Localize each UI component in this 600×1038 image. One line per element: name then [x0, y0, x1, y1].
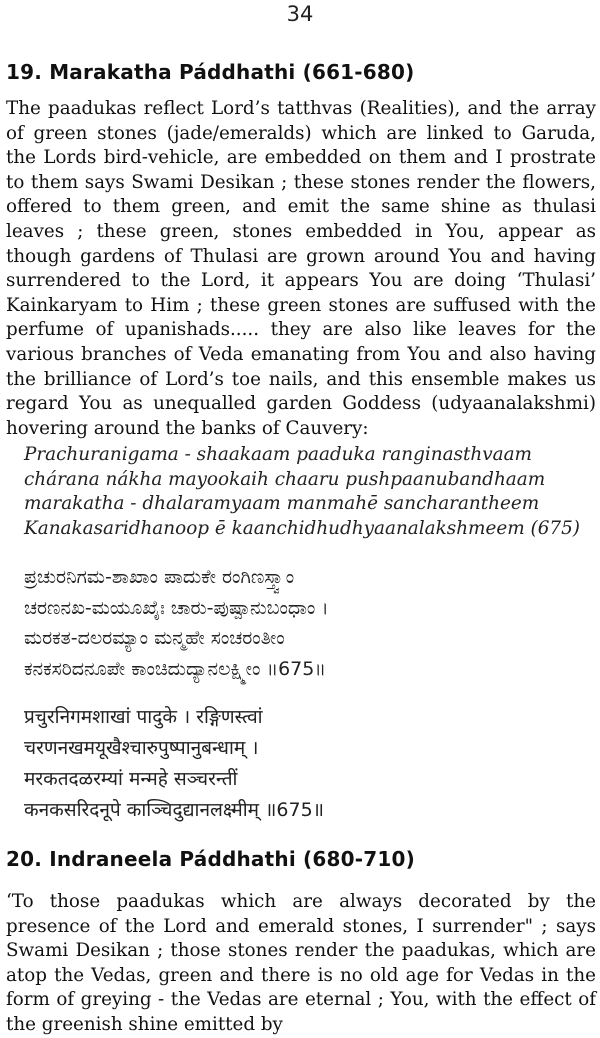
section-heading-19: 19. Marakatha Páddhathi (661-680): [6, 60, 415, 84]
verse-kannada-line: ಪ್ರಚುರನಿಗಮ-ಶಾಖಾಂ ಪಾದುಕೇ ರಂಗಿಣಸ್ತ್ವಾಂ: [24, 566, 295, 588]
section-heading-20: 20. Indraneela Páddhathi (680-710): [6, 847, 415, 871]
verse-kannada: [24, 562, 594, 684]
verse-kannada-line: ಮರಕತ-ದಲರಮ್ಯಾಂ ಮನ್ಮಹೇ ಸಂಚರಂತೀಂ: [24, 627, 285, 649]
verse-devanagari-line: कनकसरिदनूपे काञ्चिदुद्यानलक्ष्मीम् ॥675॥: [24, 799, 325, 821]
section-19-paragraph: The paadukas reflect Lord’s tatthvas (Realities), and the array of green stones (jade/emeralds) which are linked to Garuda, the Lords bird-vehicle, are embedded on them and I prostrate to them says Swami Desikan ; these stones render the flowers, offered to them green, and emit the same shine as thulasi leaves ; these green, stones embedded in You, appear as though gardens of Thulasi are grown around You and having surrendered to the Lord, it appears You are doing ‘Thulasi’ Kainkaryam to Him ; these green stones are suffused with the perfume of upanishads..... they are also like leaves for the various branches of Veda emanating from You and also having the brilliance of Lord’s toe nails, and this ensemble makes us regard You as unequalled garden Goddess (udyaanalakshmi) hovering around the banks of Cauvery:: [6, 98, 596, 439]
verse-kannada-line: ಕನಕಸರಿದನೂಪೇ ಕಾಂಚಿದುದ್ಯಾನಲಕ್ಷ್ಮೀಂ ॥675॥: [24, 657, 326, 680]
page-number: 34: [286, 2, 314, 26]
verse-devanagari: [24, 702, 594, 826]
verse-kannada-line: ಚರಣನಖ-ಮಯೂಖೈಃ ಚಾರು-ಪುಷ್ಪಾನುಬಂಧಾಂ ।: [24, 596, 329, 619]
verse-transliteration-line: Kanakasaridhanoop ē kaanchidhudhyaanalakshmeem (675): [24, 517, 580, 539]
verse-transliteration-line: marakatha - dhalaramyaam manmahē sancharantheem: [24, 493, 540, 514]
verse-transliteration-line: chárana nákha mayookaih chaaru pushpaanubandhaam: [24, 468, 546, 490]
verse-devanagari-line: चरणनखमयूखैश्चारुपुष्पानुबन्धाम् ।: [24, 737, 259, 759]
verse-devanagari-line: मरकतदळरम्यां मन्महे सञ्चरन्तीं: [24, 768, 238, 790]
section-20-paragraph: ‘To those paadukas which are always decorated by the presence of the Lord and emerald stones, I surrender" ; says Swami Desikan ; those stones render the paadukas, which are atop the Vedas, green and there is no old age for Vedas in the form of greying - the Vedas are eternal ; You, with the effect of the greenish shine emitted by: [6, 891, 596, 1035]
verse-transliteration: [24, 443, 594, 541]
verse-transliteration-line: Prachuranigama - shaakaam paaduka ranginasthvaam: [24, 444, 532, 465]
verse-devanagari-line: प्रचुरनिगमशाखां पादुके । रङ्गिणस्त्वां: [24, 706, 263, 728]
